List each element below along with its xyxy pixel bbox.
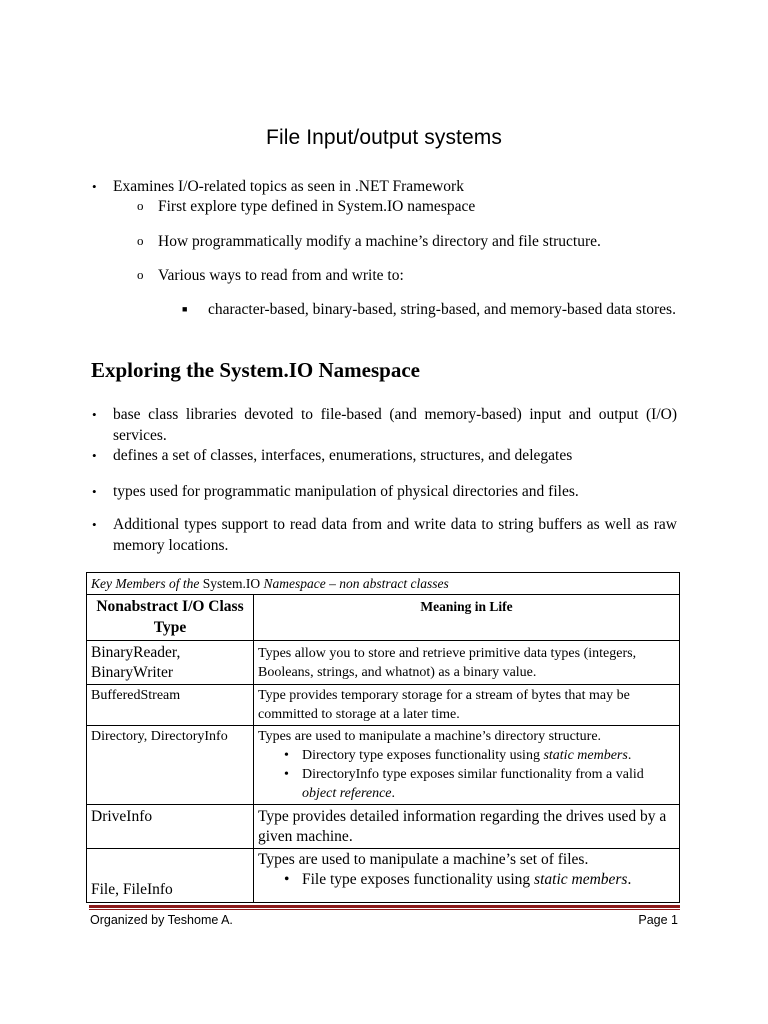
section-bullet: Additional types support to read data from and write data to string buffers as well as raw memory locations. — [113, 516, 677, 554]
header-cell-type: Nonabstract I/O Class Type — [87, 595, 254, 641]
circle-bullet-icon: o — [137, 198, 144, 213]
bullet-icon: • — [92, 484, 97, 499]
intro-sub-sub-item: character-based, binary-based, string-based, and memory-based data stores. — [208, 301, 676, 318]
type-cell: File, FileInfo — [87, 849, 254, 903]
meaning-points — [258, 870, 675, 890]
bullet-icon: • — [92, 448, 97, 463]
bullet-icon: • — [92, 179, 97, 194]
caption-text: Key Members of the — [91, 576, 200, 591]
list-item: • DirectoryInfo type exposes similar functionality from a valid object reference. — [302, 765, 675, 803]
footer-author: Organized by Teshome A. — [90, 913, 233, 927]
table-row — [87, 641, 680, 685]
section-bullet: base class libraries devoted to file-based (and memory-based) input and output (I/O) services. — [113, 406, 677, 444]
intro-sub-item: First explore type defined in System.IO namespace — [158, 198, 476, 215]
section-bullet: types used for programmatic manipulation of physical directories and files. — [113, 483, 579, 500]
type-cell: BinaryReader, BinaryWriter — [87, 641, 254, 685]
page-title: File Input/output systems — [266, 126, 502, 149]
table-header-row — [87, 595, 680, 641]
circle-bullet-icon: o — [137, 267, 144, 282]
intro-sub-item: Various ways to read from and write to: — [158, 267, 404, 284]
type-cell: DriveInfo — [87, 805, 254, 849]
type-cell: BufferedStream — [87, 685, 254, 726]
meaning-cell: Type provides detailed information regarding the drives used by a given machine. — [254, 805, 680, 849]
meaning-cell — [254, 849, 680, 903]
caption-text: Namespace – non abstract classes — [263, 576, 449, 591]
list-item: • Directory type exposes functionality using static members. — [302, 746, 675, 765]
table-caption — [87, 573, 680, 595]
circle-bullet-icon: o — [137, 233, 144, 248]
footer-rule — [89, 905, 680, 908]
meaning-points — [258, 746, 675, 803]
footer-rule — [89, 909, 680, 910]
bullet-icon: • — [92, 517, 97, 532]
square-bullet-icon: ■ — [182, 304, 188, 314]
meaning-cell — [254, 726, 680, 805]
bullet-icon: • — [92, 407, 97, 422]
table-caption-row — [87, 573, 680, 595]
section-bullet: defines a set of classes, interfaces, enumerations, structures, and delegates — [113, 447, 573, 464]
section-heading: Exploring the System.IO Namespace — [91, 358, 420, 382]
table-row — [87, 685, 680, 726]
meaning-text: Types are used to manipulate a machine’s set of files. — [258, 851, 589, 868]
footer-page-number: Page 1 — [638, 913, 678, 927]
table-row — [87, 849, 680, 903]
intro-sub-item: How programmatically modify a machine’s directory and file structure. — [158, 233, 601, 250]
header-cell-meaning: Meaning in Life — [254, 595, 680, 641]
meaning-cell: Type provides temporary storage for a stream of bytes that may be committed to storage at a later time. — [254, 685, 680, 726]
meaning-cell: Types allow you to store and retrieve primitive data types (integers, Booleans, strings, and whatnot) as a binary value. — [254, 641, 680, 685]
table-row — [87, 805, 680, 849]
type-cell: Directory, DirectoryInfo — [87, 726, 254, 805]
table-row — [87, 726, 680, 805]
intro-bullet: Examines I/O-related topics as seen in .NET Framework — [113, 178, 464, 195]
meaning-text: Types are used to manipulate a machine’s directory structure. — [258, 729, 602, 744]
list-item: • File type exposes functionality using static members. — [302, 870, 675, 890]
caption-namespace: System.IO — [202, 576, 261, 591]
key-members-table — [86, 572, 680, 903]
